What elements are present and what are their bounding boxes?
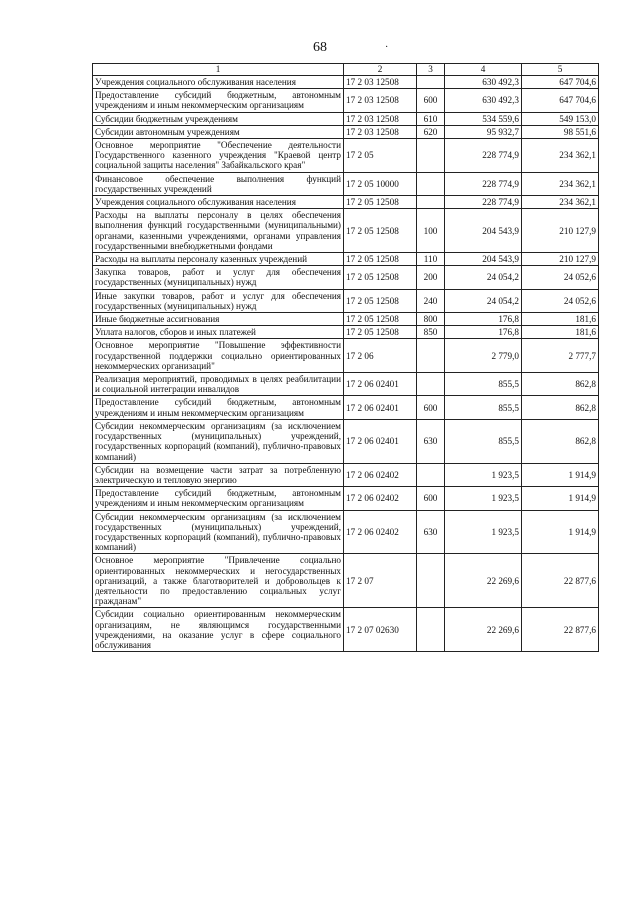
row-code-cell: 17 2 06 02401 [344, 419, 417, 463]
row-value-col4-cell: 24 054,2 [445, 266, 522, 289]
row-code-cell: 17 2 05 12508 [344, 209, 417, 253]
row-code-cell: 17 2 05 12508 [344, 289, 417, 312]
row-type-cell [417, 608, 445, 652]
row-type-cell [417, 373, 445, 396]
row-value-col5-cell: 862,8 [522, 373, 599, 396]
row-name-cell: Расходы на выплаты персоналу казенных учреждений [93, 253, 344, 266]
row-value-col4-cell: 176,8 [445, 326, 522, 339]
row-name-cell: Субсидии бюджетным учреждениям [93, 112, 344, 125]
row-code-cell: 17 2 07 02630 [344, 608, 417, 652]
row-value-col5-cell: 647 704,6 [522, 89, 599, 112]
row-code-cell: 17 2 06 02402 [344, 487, 417, 510]
row-code-cell: 17 2 06 02401 [344, 373, 417, 396]
row-value-col5-cell: 210 127,9 [522, 253, 599, 266]
row-value-col4-cell: 630 492,3 [445, 76, 522, 89]
table-row [93, 339, 599, 373]
row-value-col5-cell: 862,8 [522, 396, 599, 419]
row-type-cell: 800 [417, 313, 445, 326]
header-col-5: 5 [522, 64, 599, 76]
table-body [93, 76, 599, 652]
table-row [93, 487, 599, 510]
row-value-col5-cell: 22 877,6 [522, 554, 599, 608]
row-name-cell: Закупка товаров, работ и услуг для обеспечения государственных (муниципальных) нужд [93, 266, 344, 289]
table-row [93, 112, 599, 125]
row-name-cell: Субсидии некоммерческим организациям (за исключением государственных (муниципальных) учреждений, государственных корпораций (компаний), публично-правовых компаний) [93, 419, 344, 463]
table-row [93, 608, 599, 652]
row-code-cell: 17 2 05 12508 [344, 326, 417, 339]
table-row [93, 139, 599, 173]
row-name-cell: Реализация мероприятий, проводимых в целях реабилитации и социальной интеграции инвалидов [93, 373, 344, 396]
row-value-col4-cell: 2 779,0 [445, 339, 522, 373]
row-value-col4-cell: 204 543,9 [445, 253, 522, 266]
row-type-cell: 600 [417, 396, 445, 419]
row-value-col4-cell: 228 774,9 [445, 172, 522, 195]
row-type-cell [417, 139, 445, 173]
row-value-col4-cell: 95 932,7 [445, 125, 522, 138]
row-name-cell: Субсидии на возмещение части затрат за потребленную электрическую и тепловую энергию [93, 463, 344, 486]
row-code-cell: 17 2 06 02402 [344, 463, 417, 486]
page-mark: · [385, 42, 389, 53]
row-value-col5-cell: 210 127,9 [522, 209, 599, 253]
row-value-col5-cell: 2 777,7 [522, 339, 599, 373]
header-col-2: 2 [344, 64, 417, 76]
row-type-cell: 620 [417, 125, 445, 138]
row-value-col4-cell: 1 923,5 [445, 463, 522, 486]
row-code-cell: 17 2 03 12508 [344, 76, 417, 89]
row-name-cell: Финансовое обеспечение выполнения функций государственных учреждений [93, 172, 344, 195]
row-name-cell: Основное мероприятие "Обеспечение деятельности Государственного казенного учреждения "Краевой центр социальной защиты населения" Забайкальского края" [93, 139, 344, 173]
row-name-cell: Предоставление субсидий бюджетным, автономным учреждениям и иным некоммерческим организациям [93, 396, 344, 419]
row-value-col5-cell: 24 052,6 [522, 289, 599, 312]
row-name-cell: Субсидии социально ориентированным некоммерческим организациям, не являющимся государственными учреждениями, на оказание услуг в сфере социального обслуживания [93, 608, 344, 652]
row-type-cell [417, 196, 445, 209]
row-value-col4-cell: 22 269,6 [445, 608, 522, 652]
row-type-cell: 200 [417, 266, 445, 289]
table-row [93, 266, 599, 289]
row-value-col4-cell: 1 923,5 [445, 487, 522, 510]
row-value-col4-cell: 22 269,6 [445, 554, 522, 608]
table-row [93, 172, 599, 195]
row-type-cell [417, 554, 445, 608]
row-value-col4-cell: 855,5 [445, 419, 522, 463]
table-row [93, 125, 599, 138]
row-value-col5-cell: 24 052,6 [522, 266, 599, 289]
row-value-col5-cell: 22 877,6 [522, 608, 599, 652]
header-col-3: 3 [417, 64, 445, 76]
table-row [93, 396, 599, 419]
header-col-1: 1 [93, 64, 344, 76]
row-value-col5-cell: 181,6 [522, 313, 599, 326]
table-row [93, 76, 599, 89]
row-code-cell: 17 2 06 [344, 339, 417, 373]
table-row [93, 313, 599, 326]
row-type-cell: 630 [417, 419, 445, 463]
table-row [93, 289, 599, 312]
row-value-col4-cell: 534 559,6 [445, 112, 522, 125]
row-name-cell: Учреждения социального обслуживания населения [93, 76, 344, 89]
row-type-cell: 600 [417, 487, 445, 510]
row-type-cell [417, 339, 445, 373]
table-row [93, 419, 599, 463]
row-code-cell: 17 2 05 10000 [344, 172, 417, 195]
table-row [93, 510, 599, 554]
row-value-col5-cell: 181,6 [522, 326, 599, 339]
row-code-cell: 17 2 07 [344, 554, 417, 608]
row-code-cell: 17 2 03 12508 [344, 125, 417, 138]
row-value-col5-cell: 647 704,6 [522, 76, 599, 89]
row-type-cell: 240 [417, 289, 445, 312]
row-value-col4-cell: 204 543,9 [445, 209, 522, 253]
row-value-col5-cell: 1 914,9 [522, 487, 599, 510]
row-value-col4-cell: 630 492,3 [445, 89, 522, 112]
row-code-cell: 17 2 05 [344, 139, 417, 173]
row-code-cell: 17 2 05 12508 [344, 253, 417, 266]
row-name-cell: Уплата налогов, сборов и иных платежей [93, 326, 344, 339]
row-code-cell: 17 2 03 12508 [344, 89, 417, 112]
row-name-cell: Расходы на выплаты персоналу в целях обеспечения выполнения функций государственными (муниципальными) органами, казенными учреждениями, органами управления государственными внебюджетными фондами [93, 209, 344, 253]
table-row [93, 554, 599, 608]
row-code-cell: 17 2 06 02401 [344, 396, 417, 419]
row-name-cell: Субсидии автономным учреждениям [93, 125, 344, 138]
row-name-cell: Учреждения социального обслуживания населения [93, 196, 344, 209]
row-type-cell [417, 172, 445, 195]
row-value-col5-cell: 98 551,6 [522, 125, 599, 138]
budget-table [92, 63, 599, 652]
row-value-col4-cell: 228 774,9 [445, 139, 522, 173]
row-code-cell: 17 2 05 12508 [344, 196, 417, 209]
page-number-text: 68 [313, 40, 327, 55]
row-name-cell: Предоставление субсидий бюджетным, автономным учреждениям и иным некоммерческим организациям [93, 487, 344, 510]
table-row [93, 253, 599, 266]
row-value-col5-cell: 549 153,0 [522, 112, 599, 125]
row-value-col5-cell: 1 914,9 [522, 463, 599, 486]
row-type-cell: 110 [417, 253, 445, 266]
row-name-cell: Основное мероприятие "Повышение эффективности государственной поддержки социально ориентированных некоммерческих организаций" [93, 339, 344, 373]
row-name-cell: Субсидии некоммерческим организациям (за исключением государственных (муниципальных) учреждений, государственных корпораций (компаний), публично-правовых компаний) [93, 510, 344, 554]
table-row [93, 463, 599, 486]
row-type-cell [417, 76, 445, 89]
row-name-cell: Иные бюджетные ассигнования [93, 313, 344, 326]
row-value-col5-cell: 1 914,9 [522, 510, 599, 554]
table-row [93, 209, 599, 253]
row-type-cell: 100 [417, 209, 445, 253]
row-type-cell: 610 [417, 112, 445, 125]
row-type-cell: 630 [417, 510, 445, 554]
row-value-col4-cell: 855,5 [445, 396, 522, 419]
row-type-cell: 600 [417, 89, 445, 112]
row-value-col4-cell: 1 923,5 [445, 510, 522, 554]
row-name-cell: Предоставление субсидий бюджетным, автономным учреждениям и иным некоммерческим организациям [93, 89, 344, 112]
row-value-col5-cell: 234 362,1 [522, 196, 599, 209]
row-code-cell: 17 2 05 12508 [344, 266, 417, 289]
row-value-col4-cell: 228 774,9 [445, 196, 522, 209]
row-value-col4-cell: 24 054,2 [445, 289, 522, 312]
row-code-cell: 17 2 03 12508 [344, 112, 417, 125]
row-value-col4-cell: 176,8 [445, 313, 522, 326]
row-name-cell: Иные закупки товаров, работ и услуг для обеспечения государственных (муниципальных) нужд [93, 289, 344, 312]
row-value-col5-cell: 234 362,1 [522, 139, 599, 173]
row-value-col5-cell: 234 362,1 [522, 172, 599, 195]
row-value-col5-cell: 862,8 [522, 419, 599, 463]
row-type-cell [417, 463, 445, 486]
row-code-cell: 17 2 06 02402 [344, 510, 417, 554]
row-code-cell: 17 2 05 12508 [344, 313, 417, 326]
header-col-4: 4 [445, 64, 522, 76]
table-row [93, 196, 599, 209]
table-row [93, 326, 599, 339]
row-name-cell: Основное мероприятие "Привлечение социально ориентированных некоммерческих и негосударственных организаций, а также благотворителей и добровольцев к деятельности по предоставлению социальных услуг гражданам" [93, 554, 344, 608]
page-number [0, 40, 640, 56]
row-type-cell: 850 [417, 326, 445, 339]
table-row [93, 89, 599, 112]
row-value-col4-cell: 855,5 [445, 373, 522, 396]
table-row [93, 373, 599, 396]
table-header-row [93, 64, 599, 76]
